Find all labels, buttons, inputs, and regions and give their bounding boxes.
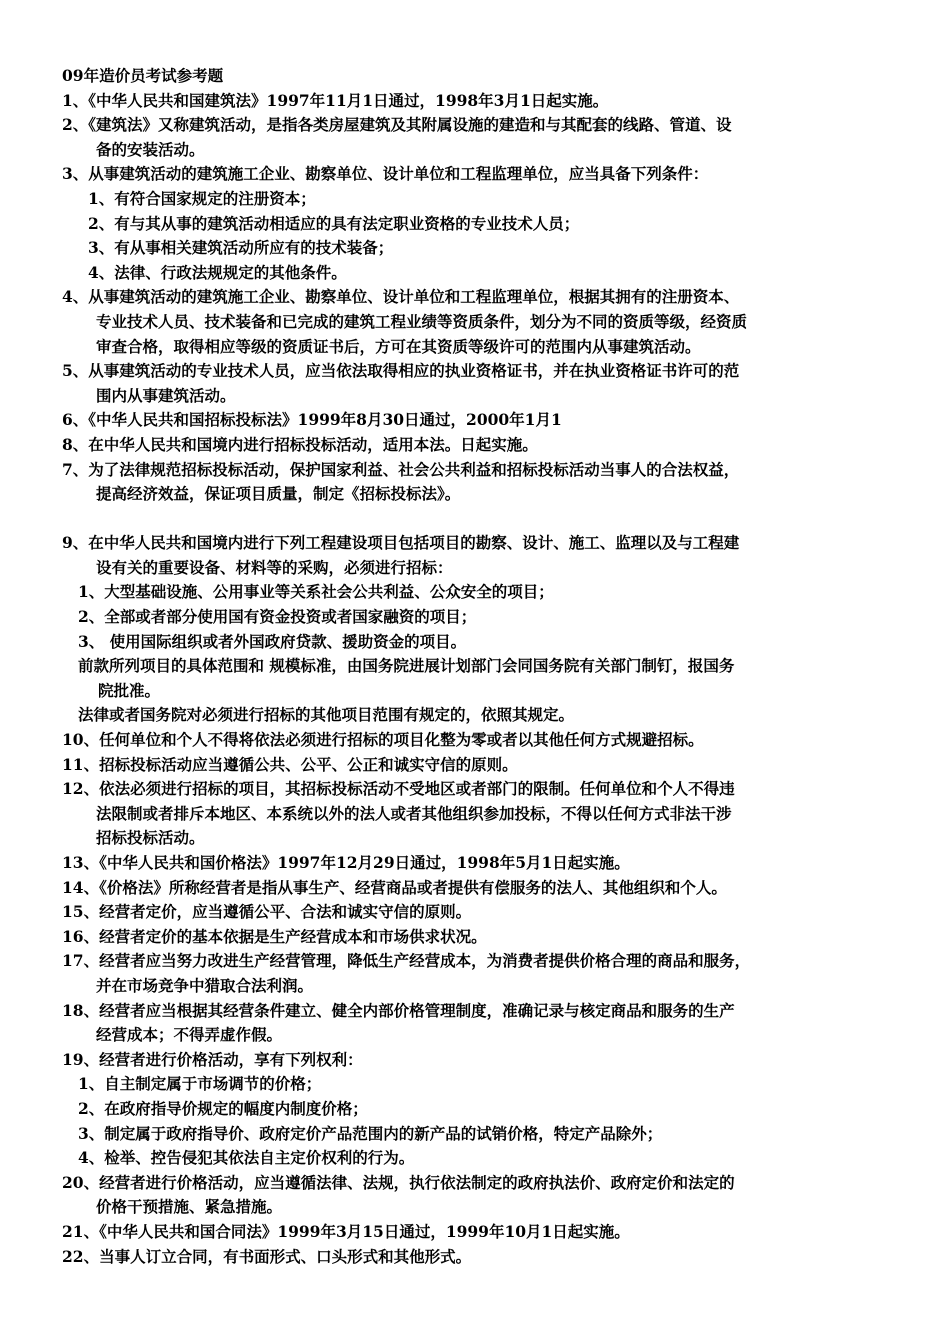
text-line: 17、经营者应当努力改进生产经营管理，降低生产经营成本，为消费者提供价格合理的商品和服务， (62, 951, 751, 971)
text-line: 3、 使用国际组织或者外国政府贷款、援助资金的项目。 (78, 631, 467, 651)
text-line: 2、全部或者部分使用国有资金投资或者国家融资的项目； (78, 607, 477, 627)
text-line: 11、招标投标活动应当遵循公共、公平、公正和诚实守信的原则。 (62, 754, 518, 774)
text-line: 9、在中华人民共和国境内进行下列工程建设项目包括项目的勘察、设计、施工、监理以及与工程建 (62, 533, 740, 553)
text-line: 4、从事建筑活动的建筑施工企业、勘察单位、设计单位和工程监理单位，根据其拥有的注册资本、 (62, 287, 740, 307)
text-line: 16、经营者定价的基本依据是生产经营成本和市场供求状况。 (62, 926, 487, 946)
text-line: 并在市场竞争中猎取合法利润。 (96, 975, 314, 995)
text-line: 1、自主制定属于市场调节的价格； (78, 1074, 322, 1094)
text-line: 1、《中华人民共和国建筑法》1997年11月1日通过，1998年3月1日起实施。 (62, 90, 609, 110)
text-line: 7、为了法律规范招标投标活动，保护国家利益、社会公共利益和招标投标活动当事人的合法权益， (62, 459, 740, 479)
text-line: 12、依法必须进行招标的项目，其招标投标活动不受地区或者部门的限制。任何单位和个人不得违 (62, 779, 735, 799)
text-line: 22、当事人订立合同，有书面形式、口头形式和其他形式。 (62, 1246, 472, 1266)
text-line: 18、经营者应当根据其经营条件建立、健全内部价格管理制度，准确记录与核定商品和服务的生产 (62, 1000, 735, 1020)
text-line: 20、经营者进行价格活动，应当遵循法律、法规，执行依法制定的政府执法价、政府定价和法定的 (62, 1172, 735, 1192)
text-line: 围内从事建筑活动。 (96, 385, 236, 405)
text-line: 法律或者国务院对必须进行招标的其他项目范围有规定的，依照其规定。 (78, 705, 575, 725)
text-line: 提高经济效益，保证项目质量，制定《招标投标法》。 (96, 484, 461, 504)
text-line: 2、有与其从事的建筑活动相适应的具有法定职业资格的专业技术人员； (88, 213, 580, 233)
text-line: 6、《中华人民共和国招标投标法》1999年8月30日通过，2000年1月1 (62, 410, 562, 430)
text-line: 8、在中华人民共和国境内进行招标投标活动，适用本法。日起实施。 (62, 434, 538, 454)
text-line: 备的安装活动。 (96, 139, 205, 159)
text-line: 1、有符合国家规定的注册资本； (88, 188, 316, 208)
text-line: 院批准。 (98, 680, 161, 700)
text-line: 14、《价格法》所称经营者是指从事生产、经营商品或者提供有偿服务的法人、其他组织和个人。 (62, 877, 727, 897)
text-line: 2、《建筑法》又称建筑活动，是指各类房屋建筑及其附属设施的建造和与其配套的线路、管道、设 (62, 115, 732, 135)
text-line: 3、从事建筑活动的建筑施工企业、勘察单位、设计单位和工程监理单位，应当具备下列条件： (62, 164, 709, 184)
document-page (62, 64, 904, 1269)
text-line: 10、任何单位和个人不得将依法必须进行招标的项目化整为零或者以其他任何方式规避招标。 (62, 730, 704, 750)
text-line: 2、在政府指导价规定的幅度内制度价格； (78, 1098, 368, 1118)
text-line: 4、法律、行政法规规定的其他条件。 (88, 262, 347, 282)
text-line: 3、有从事相关建筑活动所应有的技术装备； (88, 238, 394, 258)
text-line: 前款所列项目的具体范围和 规模标准，由国务院进展计划部门会同国务院有关部门制钉，报国务 (78, 656, 735, 676)
text-line: 审查合格，取得相应等级的资质证书后，方可在其资质等级许可的范围内从事建筑活动。 (96, 336, 701, 356)
text-line: 专业技术人员、技术装备和已完成的建筑工程业绩等资质条件，划分为不同的资质等级，经资质 (96, 311, 748, 331)
text-line: 21、《中华人民共和国合同法》1999年3月15日通过，1999年10月1日起实施。 (62, 1221, 630, 1241)
text-line: 3、制定属于政府指导价、政府定价产品范围内的新产品的试销价格，特定产品除外； (78, 1123, 663, 1143)
text-line: 15、经营者定价，应当遵循公平、合法和诚实守信的原则。 (62, 902, 472, 922)
text-line: 13、《中华人民共和国价格法》1997年12月29日通过，1998年5月1日起实施。 (62, 853, 630, 872)
text-line: 招标投标活动。 (96, 828, 205, 848)
text-line: 价格干预措施、紧急措施。 (96, 1197, 283, 1217)
text-line: 设有关的重要设备、材料等的采购，必须进行招标： (96, 557, 453, 577)
text-line: 5、从事建筑活动的专业技术人员，应当依法取得相应的执业资格证书，并在执业资格证书许可的范 (62, 361, 740, 381)
text-line: 4、检举、控告侵犯其依法自主定价权利的行为。 (78, 1148, 415, 1168)
text-line: 法限制或者排斥本地区、本系统以外的法人或者其他组织参加投标，不得以任何方式非法干涉 (96, 803, 732, 823)
text-line: 经营成本；不得弄虚作假。 (96, 1025, 283, 1045)
document-title: 09年造价员考试参考题 (62, 66, 224, 85)
text-line: 1、大型基础设施、公用事业等关系社会公共利益、公众安全的项目； (78, 582, 554, 602)
text-line: 19、经营者进行价格活动，享有下列权利： (62, 1049, 363, 1069)
blank-line (62, 507, 904, 532)
